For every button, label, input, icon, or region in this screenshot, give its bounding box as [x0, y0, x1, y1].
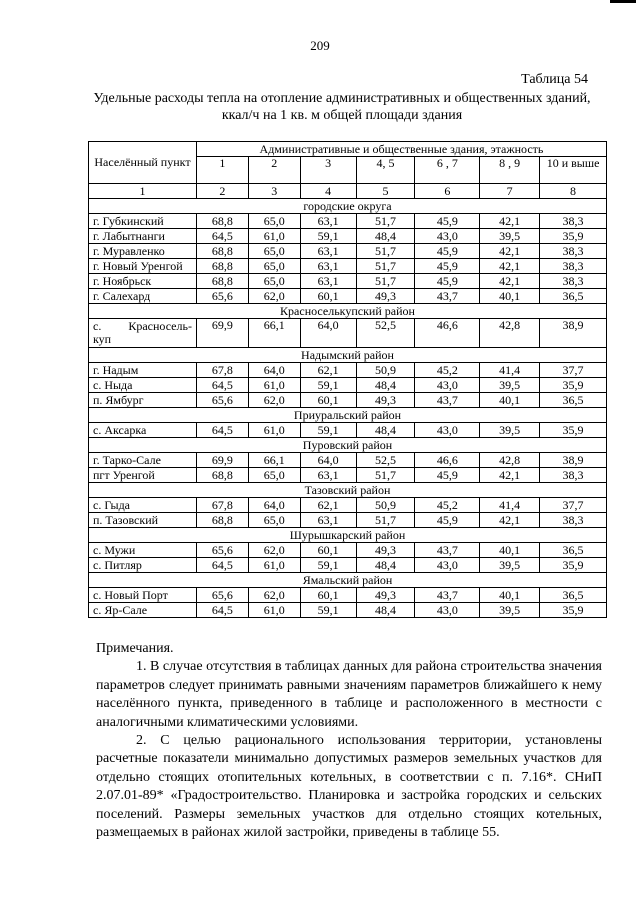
value-cell: 43,7: [415, 588, 480, 603]
value-cell: 45,9: [415, 468, 480, 483]
section-row: [89, 304, 607, 319]
header-row: [89, 142, 607, 157]
value-cell: 40,1: [480, 543, 540, 558]
value-cell: 36,5: [540, 289, 607, 304]
floor-header: 10 и выше: [540, 157, 607, 184]
value-cell: 68,8: [196, 274, 248, 289]
value-cell: 48,4: [356, 378, 415, 393]
value-cell: 42,1: [480, 468, 540, 483]
value-cell: 60,1: [300, 543, 356, 558]
table-label: Таблица 54: [521, 72, 588, 87]
floor-header: 4, 5: [356, 157, 415, 184]
value-cell: 42,8: [480, 319, 540, 348]
column-index: 7: [480, 184, 540, 199]
settlement-name: г. Салехард: [89, 289, 197, 304]
column-index: 1: [89, 184, 197, 199]
value-cell: 61,0: [248, 229, 300, 244]
settlement-name-part: с.: [93, 319, 102, 333]
floor-header: 6 , 7: [415, 157, 480, 184]
floor-header: 2: [248, 157, 300, 184]
table-row: [89, 513, 607, 528]
value-cell: 62,1: [300, 498, 356, 513]
settlement-header: Населённый пункт: [89, 142, 197, 184]
value-cell: 65,0: [248, 259, 300, 274]
note-item: 1. В случае отсутствия в таблицах данных для района строительства значения параметров следует принимать равными значениям параметров ближайшего к нему населённого пункта, приведенного в таблице и расположенного в местности с аналогичными климатическими условиями.: [96, 659, 602, 730]
settlement-name: с. Питляр: [89, 558, 197, 573]
value-cell: 62,0: [248, 289, 300, 304]
value-cell: 43,0: [415, 558, 480, 573]
value-cell: 66,1: [248, 453, 300, 468]
section-title: Красноселькупский район: [89, 304, 607, 319]
value-cell: 39,5: [480, 603, 540, 618]
value-cell: 62,0: [248, 393, 300, 408]
value-cell: 38,3: [540, 214, 607, 229]
value-cell: 43,7: [415, 393, 480, 408]
table-row: [89, 588, 607, 603]
value-cell: 45,2: [415, 363, 480, 378]
section-title: Тазовский район: [89, 483, 607, 498]
note-item: 2. С целью рационального использования территории, установлены расчетные показатели минимально допустимых размеров земельных участков для отдельно стоящих отопительных котельных, в соответствии с п. 7.16*. СНиП 2.07.01-89* «Градостроительство. Планировка и застройка городских и сельских поселений. Размеры земельных участков для отдельно стоящих котельных, размещаемых в районах жилой застройки, приведены в таблице 55.: [96, 733, 602, 841]
index-row: [89, 184, 607, 199]
value-cell: 39,5: [480, 378, 540, 393]
value-cell: 38,3: [540, 244, 607, 259]
value-cell: 65,6: [196, 393, 248, 408]
value-cell: 39,5: [480, 558, 540, 573]
column-index: 3: [248, 184, 300, 199]
value-cell: 68,8: [196, 513, 248, 528]
value-cell: 50,9: [356, 498, 415, 513]
value-cell: 48,4: [356, 229, 415, 244]
table-row: [89, 378, 607, 393]
section-title: городские округа: [89, 199, 607, 214]
section-row: [89, 348, 607, 363]
value-cell: 41,4: [480, 363, 540, 378]
value-cell: 63,1: [300, 468, 356, 483]
value-cell: 65,0: [248, 214, 300, 229]
value-cell: 59,1: [300, 558, 356, 573]
value-cell: 64,5: [196, 423, 248, 438]
value-cell: 43,7: [415, 289, 480, 304]
value-cell: 42,1: [480, 244, 540, 259]
value-cell: 61,0: [248, 603, 300, 618]
notes-heading: Примечания.: [96, 641, 174, 656]
value-cell: 36,5: [540, 393, 607, 408]
value-cell: 45,9: [415, 274, 480, 289]
section-row: [89, 438, 607, 453]
table-row: [89, 289, 607, 304]
value-cell: 60,1: [300, 393, 356, 408]
value-cell: 38,9: [540, 319, 607, 348]
table-row: [89, 319, 607, 348]
value-cell: 69,9: [196, 453, 248, 468]
value-cell: 38,3: [540, 513, 607, 528]
section-title: Пуровский район: [89, 438, 607, 453]
value-cell: 62,1: [300, 363, 356, 378]
value-cell: 43,0: [415, 603, 480, 618]
settlement-name: с. Гыда: [89, 498, 197, 513]
value-cell: 39,5: [480, 423, 540, 438]
table-row: [89, 214, 607, 229]
table-row: [89, 558, 607, 573]
value-cell: 42,1: [480, 513, 540, 528]
scan-mark: [610, 0, 636, 3]
value-cell: 59,1: [300, 423, 356, 438]
column-index: 6: [415, 184, 480, 199]
value-cell: 43,7: [415, 543, 480, 558]
value-cell: 49,3: [356, 393, 415, 408]
table-row: [89, 498, 607, 513]
value-cell: 42,1: [480, 214, 540, 229]
value-cell: 52,5: [356, 453, 415, 468]
column-index: 8: [540, 184, 607, 199]
value-cell: 62,0: [248, 588, 300, 603]
value-cell: 63,1: [300, 274, 356, 289]
section-row: [89, 483, 607, 498]
settlement-name: п. Тазовский: [89, 513, 197, 528]
settlement-name-part: куп: [93, 332, 112, 346]
value-cell: 65,0: [248, 468, 300, 483]
value-cell: 49,3: [356, 588, 415, 603]
settlement-name: п. Ямбург: [89, 393, 197, 408]
settlement-name: г. Губкинский: [89, 214, 197, 229]
value-cell: 51,7: [356, 244, 415, 259]
value-cell: 48,4: [356, 603, 415, 618]
value-cell: 60,1: [300, 289, 356, 304]
settlement-name: с. Аксарка: [89, 423, 197, 438]
value-cell: 43,0: [415, 378, 480, 393]
value-cell: 63,1: [300, 244, 356, 259]
floor-header: 1: [196, 157, 248, 184]
value-cell: 46,6: [415, 319, 480, 348]
value-cell: 65,0: [248, 513, 300, 528]
settlement-name-part: Красносель-: [128, 319, 192, 333]
value-cell: 66,1: [248, 319, 300, 348]
section-title: Надымский район: [89, 348, 607, 363]
heat-consumption-table: [88, 141, 607, 618]
value-cell: 59,1: [300, 378, 356, 393]
settlement-name: с. Ныда: [89, 378, 197, 393]
value-cell: 51,7: [356, 259, 415, 274]
column-index: 4: [300, 184, 356, 199]
floor-header: 8 , 9: [480, 157, 540, 184]
value-cell: 52,5: [356, 319, 415, 348]
value-cell: 65,6: [196, 543, 248, 558]
value-cell: 63,1: [300, 214, 356, 229]
value-cell: 59,1: [300, 229, 356, 244]
settlement-name: с. Новый Порт: [89, 588, 197, 603]
value-cell: 48,4: [356, 423, 415, 438]
value-cell: 40,1: [480, 289, 540, 304]
settlement-name: с. Яр-Сале: [89, 603, 197, 618]
value-cell: 45,2: [415, 498, 480, 513]
value-cell: 38,3: [540, 259, 607, 274]
value-cell: 63,1: [300, 513, 356, 528]
value-cell: 63,1: [300, 259, 356, 274]
value-cell: 68,8: [196, 468, 248, 483]
value-cell: 38,3: [540, 468, 607, 483]
section-row: [89, 573, 607, 588]
value-cell: 68,8: [196, 244, 248, 259]
value-cell: 46,6: [415, 453, 480, 468]
settlement-name: г. Новый Уренгой: [89, 259, 197, 274]
value-cell: 37,7: [540, 363, 607, 378]
value-cell: 38,9: [540, 453, 607, 468]
value-cell: 61,0: [248, 558, 300, 573]
value-cell: 39,5: [480, 229, 540, 244]
settlement-name: г. Муравленко: [89, 244, 197, 259]
value-cell: 36,5: [540, 588, 607, 603]
table-row: [89, 259, 607, 274]
floors-group-header: Административные и общественные здания, этажность: [196, 142, 606, 157]
value-cell: 35,9: [540, 603, 607, 618]
column-index: 5: [356, 184, 415, 199]
value-cell: 64,5: [196, 603, 248, 618]
value-cell: 68,8: [196, 259, 248, 274]
value-cell: 60,1: [300, 588, 356, 603]
settlement-name: [89, 319, 197, 348]
table-row: [89, 468, 607, 483]
value-cell: 64,0: [300, 453, 356, 468]
settlement-name: г. Надым: [89, 363, 197, 378]
table-row: [89, 363, 607, 378]
value-cell: 35,9: [540, 378, 607, 393]
value-cell: 61,0: [248, 378, 300, 393]
section-title: Шурышкарский район: [89, 528, 607, 543]
value-cell: 40,1: [480, 393, 540, 408]
value-cell: 37,7: [540, 498, 607, 513]
section-row: [89, 199, 607, 214]
value-cell: 38,3: [540, 274, 607, 289]
section-title: Приуральский район: [89, 408, 607, 423]
value-cell: 67,8: [196, 498, 248, 513]
settlement-name: с. Мужи: [89, 543, 197, 558]
value-cell: 50,9: [356, 363, 415, 378]
value-cell: 41,4: [480, 498, 540, 513]
value-cell: 35,9: [540, 423, 607, 438]
value-cell: 51,7: [356, 274, 415, 289]
value-cell: 67,8: [196, 363, 248, 378]
value-cell: 65,6: [196, 588, 248, 603]
section-row: [89, 408, 607, 423]
value-cell: 64,5: [196, 558, 248, 573]
value-cell: 42,1: [480, 259, 540, 274]
settlement-name: г. Ноябрьск: [89, 274, 197, 289]
value-cell: 68,8: [196, 214, 248, 229]
value-cell: 45,9: [415, 513, 480, 528]
section-row: [89, 528, 607, 543]
value-cell: 49,3: [356, 543, 415, 558]
settlement-name: г. Тарко-Сале: [89, 453, 197, 468]
value-cell: 51,7: [356, 468, 415, 483]
value-cell: 51,7: [356, 513, 415, 528]
value-cell: 36,5: [540, 543, 607, 558]
table-title: Удельные расходы тепла на отопление административных и общественных зданий, ккал/ч на 1 кв. м общей площади здания: [93, 91, 591, 123]
page-number: 209: [310, 38, 330, 53]
value-cell: 45,9: [415, 259, 480, 274]
value-cell: 64,0: [300, 319, 356, 348]
value-cell: 62,0: [248, 543, 300, 558]
value-cell: 43,0: [415, 229, 480, 244]
column-index: 2: [196, 184, 248, 199]
value-cell: 64,5: [196, 229, 248, 244]
table-row: [89, 274, 607, 289]
value-cell: 48,4: [356, 558, 415, 573]
value-cell: 65,0: [248, 274, 300, 289]
value-cell: 64,0: [248, 498, 300, 513]
table-row: [89, 393, 607, 408]
value-cell: 45,9: [415, 214, 480, 229]
value-cell: 65,6: [196, 289, 248, 304]
table-row: [89, 543, 607, 558]
table-row: [89, 423, 607, 438]
table-row: [89, 244, 607, 259]
value-cell: 51,7: [356, 214, 415, 229]
settlement-name: пгт Уренгой: [89, 468, 197, 483]
value-cell: 69,9: [196, 319, 248, 348]
value-cell: 65,0: [248, 244, 300, 259]
value-cell: 42,8: [480, 453, 540, 468]
value-cell: 42,1: [480, 274, 540, 289]
table-row: [89, 453, 607, 468]
value-cell: 64,0: [248, 363, 300, 378]
floor-header: 3: [300, 157, 356, 184]
value-cell: 59,1: [300, 603, 356, 618]
value-cell: 43,0: [415, 423, 480, 438]
value-cell: 35,9: [540, 558, 607, 573]
settlement-name: г. Лабытнанги: [89, 229, 197, 244]
table-row: [89, 603, 607, 618]
value-cell: 35,9: [540, 229, 607, 244]
value-cell: 61,0: [248, 423, 300, 438]
table-row: [89, 229, 607, 244]
value-cell: 40,1: [480, 588, 540, 603]
section-title: Ямальский район: [89, 573, 607, 588]
notes: [96, 640, 602, 842]
value-cell: 45,9: [415, 244, 480, 259]
value-cell: 49,3: [356, 289, 415, 304]
value-cell: 64,5: [196, 378, 248, 393]
